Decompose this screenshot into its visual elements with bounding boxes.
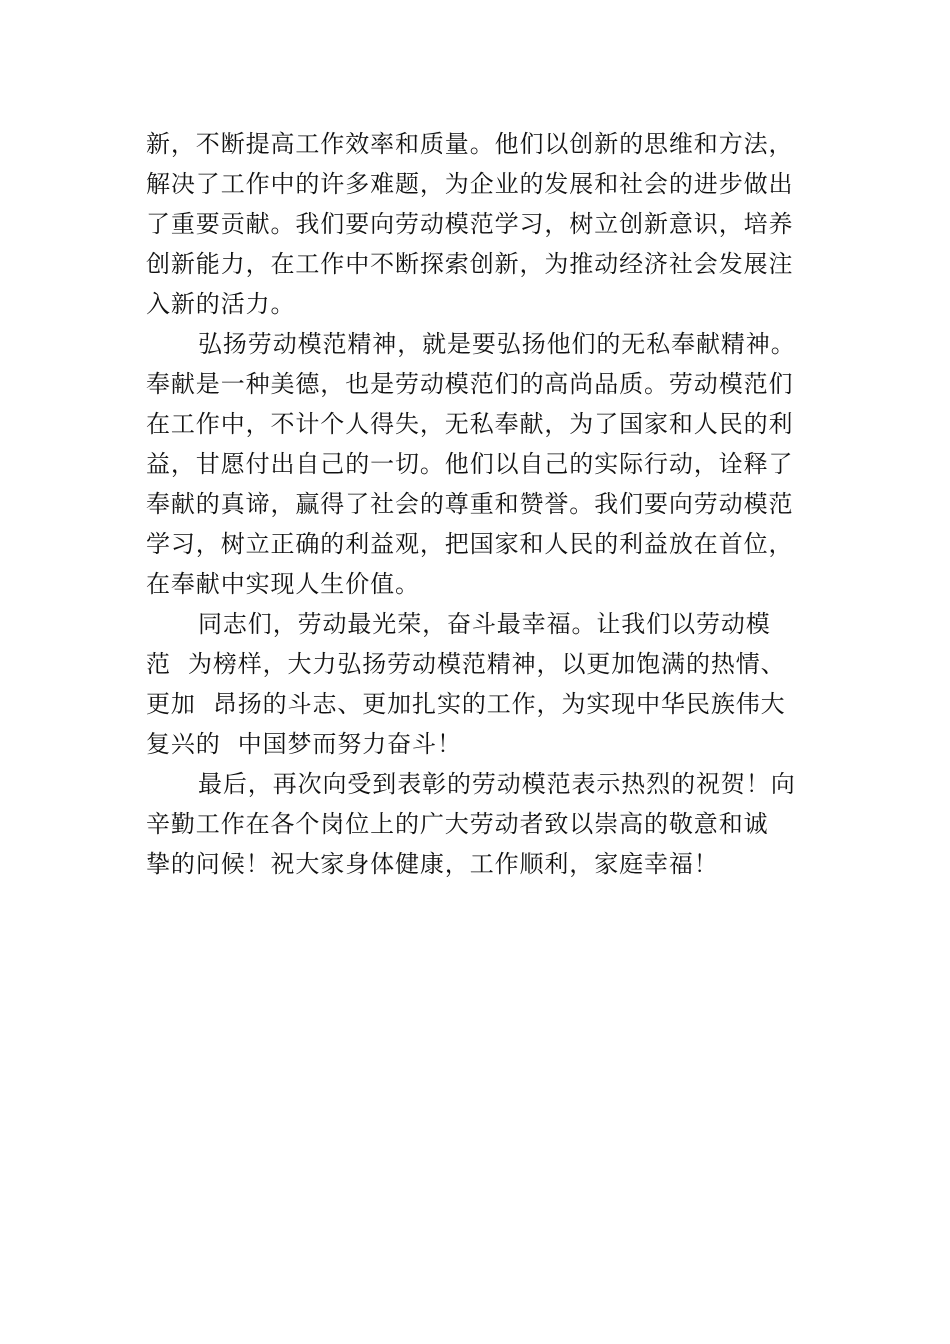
text-line: 挚的问候！祝大家身体健康，工作顺利，家庭幸福！ xyxy=(146,850,719,878)
text-line: 解决了工作中的许多难题，为企业的发展和社会的进步做出 xyxy=(146,170,794,198)
paragraph-4 xyxy=(146,764,811,884)
text-line: 了重要贡献。我们要向劳动模范学习，树立创新意识，培养 xyxy=(146,210,794,238)
text-line: 创新能力，在工作中不断探索创新，为推动经济社会发展注 xyxy=(146,250,794,278)
text-line: 益，甘愿付出自己的一切。他们以自己的实际行动，诠释了 xyxy=(146,450,794,478)
paragraph-3 xyxy=(146,604,811,764)
text-line: 同志们，劳动最光荣，奋斗最幸福。让我们以劳动模 xyxy=(198,610,771,638)
text-line: 在工作中，不计个人得失，无私奉献，为了国家和人民的利 xyxy=(146,410,794,438)
text-line: 在奉献中实现人生价值。 xyxy=(146,570,420,598)
text-line: 奉献是一种美德，也是劳动模范们的高尚品质。劳动模范们 xyxy=(146,370,794,398)
text-line: 复兴的 中国梦而努力奋斗！ xyxy=(146,730,462,758)
text-line: 范 为榜样，大力弘扬劳动模范精神，以更加饱满的热情、 xyxy=(146,650,786,678)
paragraph-2 xyxy=(146,324,811,604)
text-line: 奉献的真谛，赢得了社会的尊重和赞誉。我们要向劳动模范 xyxy=(146,490,794,518)
text-line: 入新的活力。 xyxy=(146,290,296,318)
document-body xyxy=(146,124,811,884)
text-line: 新，不断提高工作效率和质量。他们以创新的思维和方法， xyxy=(146,130,794,158)
paragraph-1 xyxy=(146,124,811,324)
text-line: 最后，再次向受到表彰的劳动模范表示热烈的祝贺！向 xyxy=(198,770,796,798)
text-line: 更加 昂扬的斗志、更加扎实的工作，为实现中华民族伟大 xyxy=(146,690,786,718)
text-line: 学习，树立正确的利益观，把国家和人民的利益放在首位， xyxy=(146,530,794,558)
text-line: 辛勤工作在各个岗位上的广大劳动者致以崇高的敬意和诚 xyxy=(146,810,769,838)
text-line: 弘扬劳动模范精神，就是要弘扬他们的无私奉献精神。 xyxy=(198,330,796,358)
